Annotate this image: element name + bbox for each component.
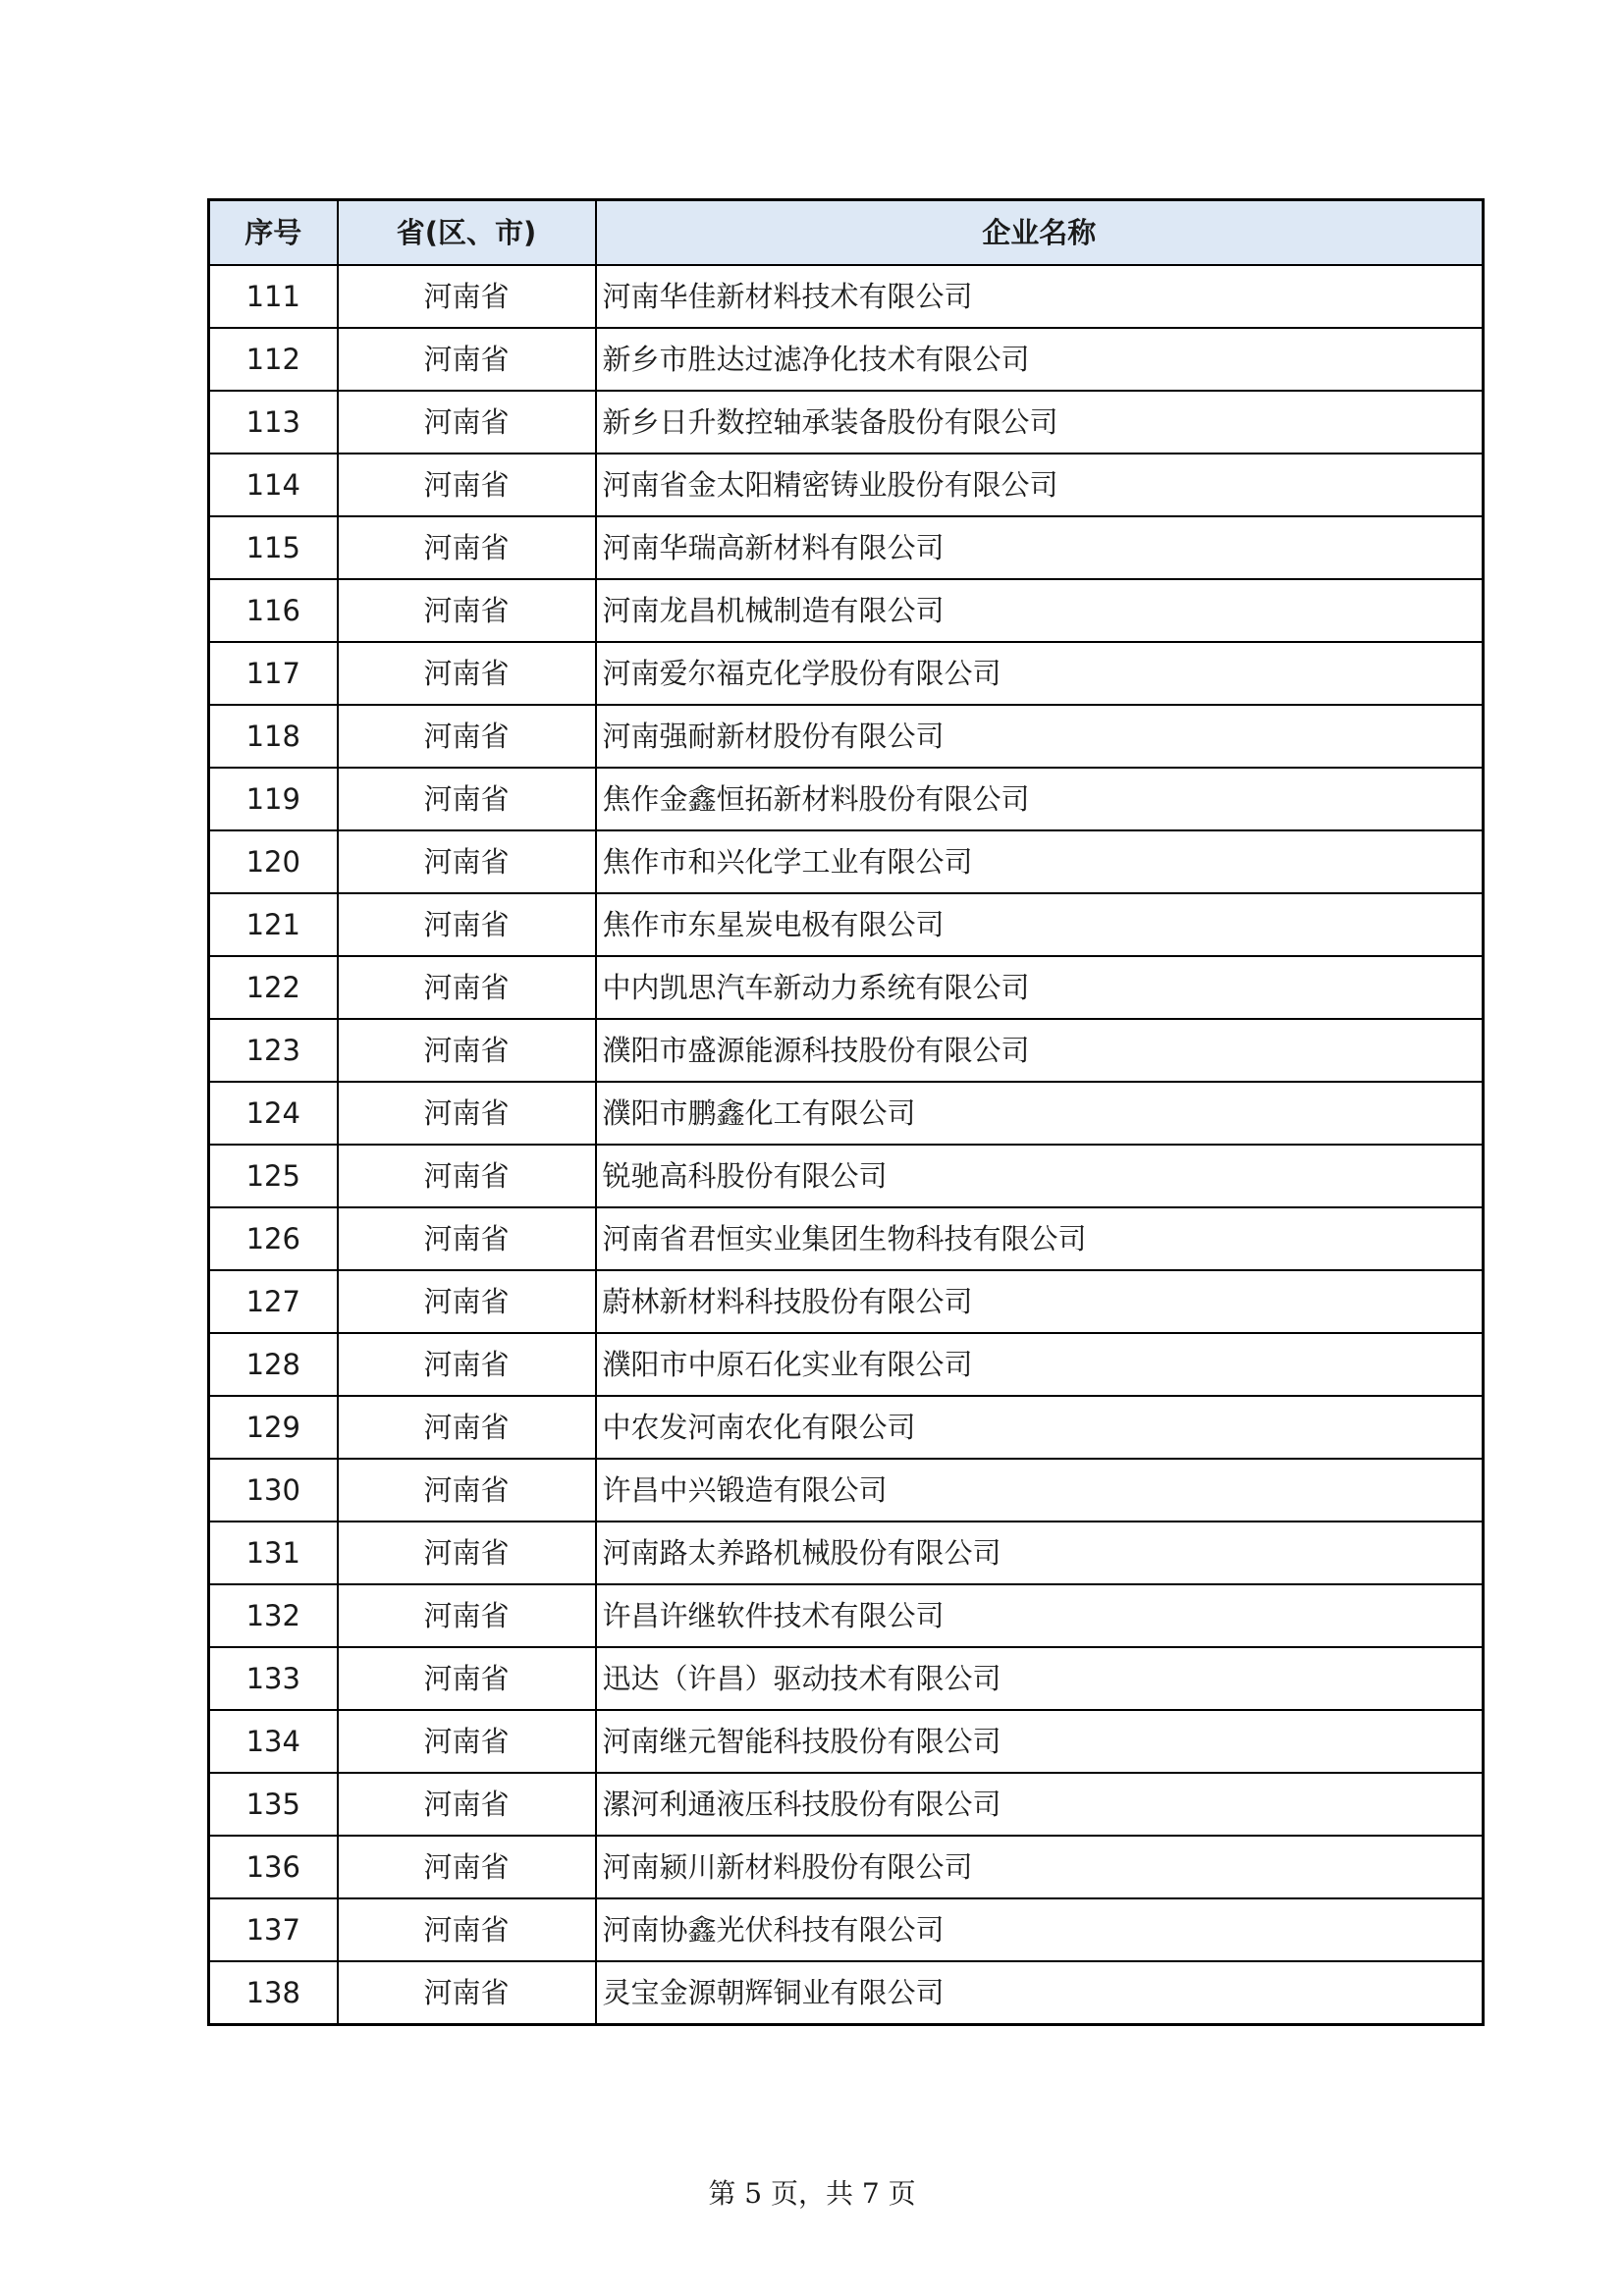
table-row xyxy=(209,1836,1484,1898)
table-row xyxy=(209,1961,1484,2025)
company-name-cell: 河南强耐新材股份有限公司 xyxy=(596,705,1484,768)
table-row xyxy=(209,1773,1484,1836)
table-row xyxy=(209,1270,1484,1333)
province-cell: 河南省 xyxy=(338,1145,596,1207)
serial-number-cell: 125 xyxy=(209,1145,338,1207)
province-cell: 河南省 xyxy=(338,1961,596,2025)
province-cell: 河南省 xyxy=(338,1082,596,1145)
company-name-cell: 灵宝金源朝辉铜业有限公司 xyxy=(596,1961,1484,2025)
serial-number-cell: 137 xyxy=(209,1898,338,1961)
table-row xyxy=(209,1647,1484,1710)
company-name-cell: 焦作金鑫恒拓新材料股份有限公司 xyxy=(596,768,1484,830)
serial-number-cell: 133 xyxy=(209,1647,338,1710)
company-name-cell: 迅达（许昌）驱动技术有限公司 xyxy=(596,1647,1484,1710)
table-row xyxy=(209,391,1484,454)
province-cell: 河南省 xyxy=(338,956,596,1019)
province-cell: 河南省 xyxy=(338,1522,596,1584)
table-row xyxy=(209,1207,1484,1270)
company-name-cell: 河南华佳新材料技术有限公司 xyxy=(596,265,1484,328)
table-row xyxy=(209,705,1484,768)
company-name-cell: 锐驰高科股份有限公司 xyxy=(596,1145,1484,1207)
serial-number-cell: 135 xyxy=(209,1773,338,1836)
province-cell: 河南省 xyxy=(338,1647,596,1710)
serial-number-cell: 128 xyxy=(209,1333,338,1396)
serial-number-cell: 126 xyxy=(209,1207,338,1270)
company-name-cell: 河南华瑞高新材料有限公司 xyxy=(596,516,1484,579)
serial-number-cell: 118 xyxy=(209,705,338,768)
province-cell: 河南省 xyxy=(338,893,596,956)
serial-number-cell: 115 xyxy=(209,516,338,579)
company-table xyxy=(207,198,1485,2026)
table-row xyxy=(209,1898,1484,1961)
table-row xyxy=(209,1333,1484,1396)
province-cell: 河南省 xyxy=(338,1836,596,1898)
table-row xyxy=(209,1459,1484,1522)
table-row xyxy=(209,516,1484,579)
table-row xyxy=(209,830,1484,893)
province-cell: 河南省 xyxy=(338,579,596,642)
serial-number-cell: 134 xyxy=(209,1710,338,1773)
serial-number-cell: 122 xyxy=(209,956,338,1019)
table-row xyxy=(209,642,1484,705)
company-name-cell: 中内凯思汽车新动力系统有限公司 xyxy=(596,956,1484,1019)
company-name-cell: 濮阳市盛源能源科技股份有限公司 xyxy=(596,1019,1484,1082)
serial-number-cell: 124 xyxy=(209,1082,338,1145)
header-province: 省(区、市) xyxy=(338,200,596,266)
serial-number-cell: 129 xyxy=(209,1396,338,1459)
table-row xyxy=(209,1522,1484,1584)
company-name-cell: 河南省君恒实业集团生物科技有限公司 xyxy=(596,1207,1484,1270)
serial-number-cell: 121 xyxy=(209,893,338,956)
table-header-row xyxy=(209,200,1484,266)
table-row xyxy=(209,1710,1484,1773)
serial-number-cell: 117 xyxy=(209,642,338,705)
serial-number-cell: 138 xyxy=(209,1961,338,2025)
company-name-cell: 濮阳市中原石化实业有限公司 xyxy=(596,1333,1484,1396)
serial-number-cell: 127 xyxy=(209,1270,338,1333)
company-name-cell: 河南龙昌机械制造有限公司 xyxy=(596,579,1484,642)
table-row xyxy=(209,1082,1484,1145)
province-cell: 河南省 xyxy=(338,1584,596,1647)
province-cell: 河南省 xyxy=(338,516,596,579)
table-row xyxy=(209,768,1484,830)
province-cell: 河南省 xyxy=(338,642,596,705)
province-cell: 河南省 xyxy=(338,1459,596,1522)
table-row xyxy=(209,1145,1484,1207)
table-row xyxy=(209,579,1484,642)
table-body xyxy=(209,265,1484,2025)
serial-number-cell: 112 xyxy=(209,328,338,391)
serial-number-cell: 113 xyxy=(209,391,338,454)
table-row xyxy=(209,265,1484,328)
province-cell: 河南省 xyxy=(338,1773,596,1836)
province-cell: 河南省 xyxy=(338,1396,596,1459)
company-name-cell: 河南颍川新材料股份有限公司 xyxy=(596,1836,1484,1898)
company-name-cell: 河南爱尔福克化学股份有限公司 xyxy=(596,642,1484,705)
province-cell: 河南省 xyxy=(338,391,596,454)
header-company-name: 企业名称 xyxy=(596,200,1484,266)
table-row xyxy=(209,1584,1484,1647)
province-cell: 河南省 xyxy=(338,1207,596,1270)
serial-number-cell: 123 xyxy=(209,1019,338,1082)
serial-number-cell: 116 xyxy=(209,579,338,642)
province-cell: 河南省 xyxy=(338,1019,596,1082)
company-name-cell: 许昌许继软件技术有限公司 xyxy=(596,1584,1484,1647)
serial-number-cell: 130 xyxy=(209,1459,338,1522)
province-cell: 河南省 xyxy=(338,454,596,516)
company-name-cell: 许昌中兴锻造有限公司 xyxy=(596,1459,1484,1522)
serial-number-cell: 136 xyxy=(209,1836,338,1898)
province-cell: 河南省 xyxy=(338,830,596,893)
table-row xyxy=(209,1396,1484,1459)
page-number-footer: 第 5 页，共 7 页 xyxy=(708,2177,916,2210)
province-cell: 河南省 xyxy=(338,1710,596,1773)
company-name-cell: 新乡日升数控轴承装备股份有限公司 xyxy=(596,391,1484,454)
table-row xyxy=(209,454,1484,516)
table-row xyxy=(209,328,1484,391)
company-name-cell: 漯河利通液压科技股份有限公司 xyxy=(596,1773,1484,1836)
serial-number-cell: 119 xyxy=(209,768,338,830)
company-name-cell: 焦作市东星炭电极有限公司 xyxy=(596,893,1484,956)
company-name-cell: 濮阳市鹏鑫化工有限公司 xyxy=(596,1082,1484,1145)
table-row xyxy=(209,1019,1484,1082)
company-name-cell: 中农发河南农化有限公司 xyxy=(596,1396,1484,1459)
province-cell: 河南省 xyxy=(338,1898,596,1961)
table-row xyxy=(209,893,1484,956)
province-cell: 河南省 xyxy=(338,1333,596,1396)
company-name-cell: 焦作市和兴化学工业有限公司 xyxy=(596,830,1484,893)
serial-number-cell: 132 xyxy=(209,1584,338,1647)
province-cell: 河南省 xyxy=(338,265,596,328)
province-cell: 河南省 xyxy=(338,1270,596,1333)
serial-number-cell: 131 xyxy=(209,1522,338,1584)
header-serial-number: 序号 xyxy=(209,200,338,266)
company-name-cell: 新乡市胜达过滤净化技术有限公司 xyxy=(596,328,1484,391)
company-name-cell: 河南路太养路机械股份有限公司 xyxy=(596,1522,1484,1584)
company-name-cell: 河南协鑫光伏科技有限公司 xyxy=(596,1898,1484,1961)
company-name-cell: 河南继元智能科技股份有限公司 xyxy=(596,1710,1484,1773)
province-cell: 河南省 xyxy=(338,705,596,768)
table-row xyxy=(209,956,1484,1019)
province-cell: 河南省 xyxy=(338,328,596,391)
company-name-cell: 河南省金太阳精密铸业股份有限公司 xyxy=(596,454,1484,516)
province-cell: 河南省 xyxy=(338,768,596,830)
serial-number-cell: 111 xyxy=(209,265,338,328)
company-name-cell: 蔚林新材料科技股份有限公司 xyxy=(596,1270,1484,1333)
serial-number-cell: 120 xyxy=(209,830,338,893)
serial-number-cell: 114 xyxy=(209,454,338,516)
